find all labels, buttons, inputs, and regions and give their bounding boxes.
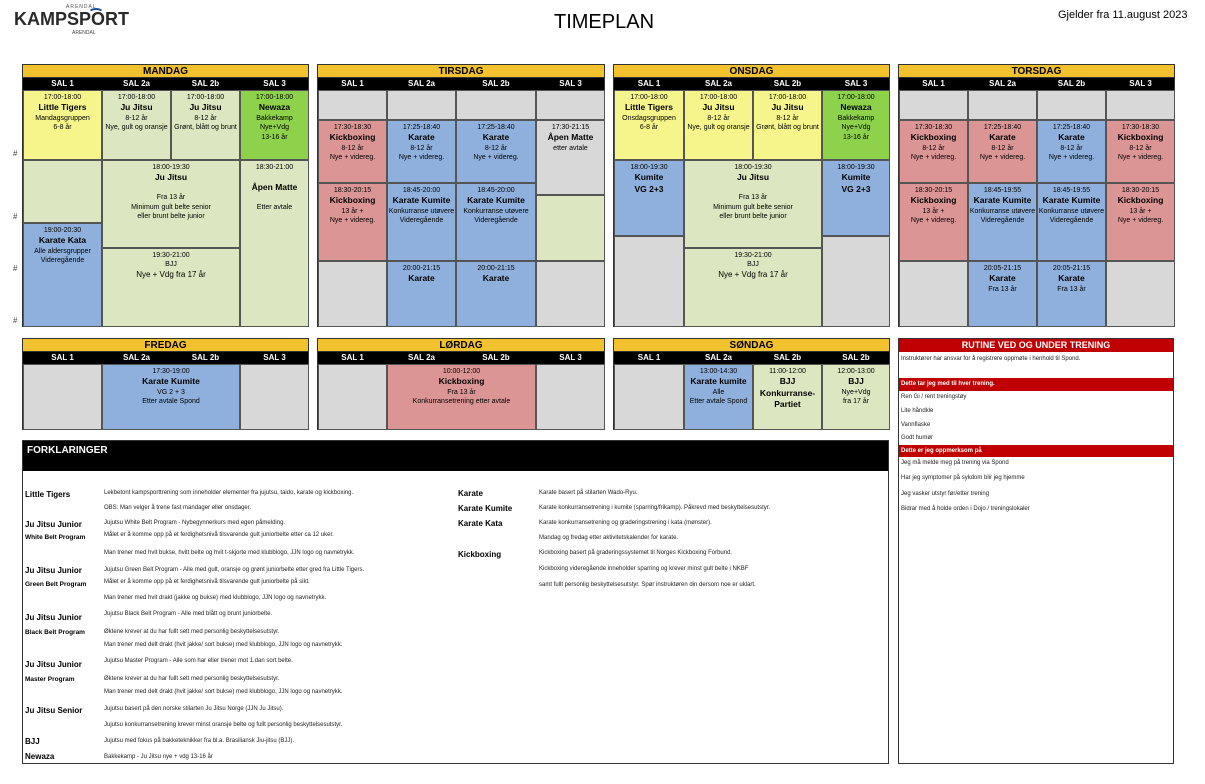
desc: Karate konkurransetrening i kumite (sparring/frikamp). Påkrevd med beskyttelsesutstyr. xyxy=(539,505,771,511)
day-tirsdag xyxy=(317,64,605,327)
class-cell[interactable]: 17:00-18:00 Ju Jitsu 8-12 år Nye, gult og oransje xyxy=(102,90,171,160)
class-cell[interactable]: 18:00-19:30 Kumite VG 2+3 xyxy=(614,160,684,236)
desc: Øktene krever at du har fullt sett med personlig beskyttelsesutstyr. xyxy=(104,676,280,682)
desc: Man trener med hvit bukse, hvitt belte og hvit t-skjorte med klubblogo, JJN logo og navnetrykk. xyxy=(104,550,355,556)
empty-cell xyxy=(318,90,387,120)
sal-label: SAL 2a xyxy=(123,353,150,362)
term: Little Tigers xyxy=(25,490,71,499)
day-torsdag xyxy=(898,64,1175,327)
term: Karate xyxy=(458,489,483,498)
rutine-section: Dette tar jeg med til hver trening. xyxy=(899,378,1173,391)
empty-cell xyxy=(23,364,102,430)
logo: KAMPSPORT xyxy=(14,9,130,29)
class-cell[interactable]: 12:00-13:00 BJJ Nye+Vdg fra 17 år xyxy=(822,364,890,430)
sal-label: SAL 1 xyxy=(637,353,661,362)
rutine-item: Bidrar med å holde orden i Dojo / treningslokaler xyxy=(901,506,1030,512)
term: Karate Kumite xyxy=(458,504,513,513)
rutine-item: Jeg må melde meg på trening via Spond xyxy=(901,460,1009,466)
class-cell[interactable]: 18:30-20:15 Kickboxing 13 år + Nye + videreg. xyxy=(318,183,387,261)
day-fredag xyxy=(22,338,309,430)
sal-label: SAL 2a xyxy=(123,79,150,88)
empty-cell xyxy=(1037,90,1106,120)
empty-cell xyxy=(536,261,605,327)
desc: Jujutsu basert på den norske stilarten Ju Jitsu Norge (JJN Ju Jitsu). xyxy=(104,706,284,712)
desc: Kickboxing videregående inneholder sparring og krever minst gult belte i NKBF xyxy=(539,566,749,572)
day-title: FREDAG xyxy=(23,339,308,352)
desc: Jujutsu Green Belt Program - Alle med gult, oransje og grønt juniorbelte etter gred fra Little Tigers. xyxy=(104,567,365,573)
sal-label: SAL 3 xyxy=(1129,79,1152,88)
sal-header xyxy=(899,78,1174,90)
empty-cell xyxy=(899,90,968,120)
day-sondag xyxy=(613,338,890,430)
sal-label: SAL 1 xyxy=(341,353,364,362)
class-cell[interactable]: 17:00-18:00 Little Tigers Mandagsgruppen 6-8 år xyxy=(23,90,102,160)
day-title: TORSDAG xyxy=(899,65,1174,78)
sal-label: SAL 1 xyxy=(341,79,364,88)
term-sub: White Belt Program xyxy=(25,534,86,541)
class-cell[interactable]: 17:30-18:30 Kickboxing 8-12 år Nye + videreg. xyxy=(1106,120,1175,183)
rutine-panel xyxy=(898,338,1174,764)
class-cell[interactable]: 18:30-20:15 Kickboxing 13 år + Nye + videreg. xyxy=(899,183,968,261)
sal-label: SAL 2b xyxy=(191,353,220,362)
class-cell[interactable]: 19:30-21:00 BJJ Nye + Vdg fra 17 år xyxy=(684,248,822,327)
sal-header xyxy=(614,352,889,364)
class-cell[interactable]: 18:00-19:30 Ju Jitsu Fra 13 år Minimum gult belte senior eller brunt belte junior xyxy=(102,160,240,248)
empty-cell xyxy=(536,195,605,261)
class-cell[interactable]: 17:00-18:00 Ju Jitsu 8-12 år Nye, gult og oransje xyxy=(684,90,753,160)
class-cell[interactable]: 17:25-18:40 Karate 8-12 år Nye + videreg. xyxy=(1037,120,1106,183)
forklaringer-header: FORKLARINGER xyxy=(23,441,888,471)
desc: Målet er å komme opp på et ferdighetsnivå tilsvarende gult juniorbelte etter ca 12 uker. xyxy=(104,532,334,538)
class-cell[interactable]: 17:25-18:40 Karate 8-12 år Nye + videreg. xyxy=(387,120,456,183)
row-marker: # xyxy=(13,212,18,221)
desc: Karate konkurransetrening og graderingstrening i kata (mønster). xyxy=(539,520,712,526)
sal-label: SAL 2a xyxy=(989,79,1016,88)
empty-cell xyxy=(1106,261,1175,327)
sal-label: SAL 3 xyxy=(263,353,286,362)
page-title: TIMEPLAN xyxy=(554,11,655,33)
sal-label: SAL 2b xyxy=(1057,79,1086,88)
empty-cell xyxy=(23,160,102,223)
class-cell[interactable]: 17:30-19:00 Karate Kumite VG 2 + 3 Etter avtale Spond xyxy=(102,364,240,430)
logo-tagline: ARENDAL xyxy=(66,4,97,10)
desc: Lekbetont kampsporttrening som inneholder elementer fra jujutsu, taido, karate og kickboxing. xyxy=(104,490,354,496)
class-cell[interactable]: 17:00-18:00 Newaza Bakkekamp Nye+Vdg 13-16 år xyxy=(822,90,890,160)
term: Newaza xyxy=(25,752,55,761)
desc: Jujutsu Black Belt Program - Alle med blått og brunt juniorbelte. xyxy=(104,611,273,617)
class-cell[interactable]: 11:00-12:00 BJJ Konkurranse- Partiet xyxy=(753,364,822,430)
day-mandag xyxy=(22,64,309,327)
rutine-item: Vannflaske xyxy=(901,422,931,428)
sal-label: SAL 3 xyxy=(263,79,286,88)
desc: Man trener med delt drakt (hvit jakke/ sort bukse) med klubblogo, JJN logo og navnetrykk. xyxy=(104,642,343,648)
sal-label: SAL 2a xyxy=(408,79,435,88)
empty-cell xyxy=(1106,90,1175,120)
desc: Jujutsu konkurransetrening krever minst oransje belte og fullt personlig beskyttelsesutstyr. xyxy=(104,722,343,728)
sal-label: SAL 2b xyxy=(773,353,802,362)
class-cell[interactable]: 18:30-21:00 Åpen Matte Etter avtale xyxy=(240,160,309,327)
sal-label: SAL 2a xyxy=(705,353,732,362)
empty-cell xyxy=(899,261,968,327)
rutine-header: RUTINE VED OG UNDER TRENING xyxy=(899,339,1173,352)
logo-subtitle: ARENDAL xyxy=(72,30,96,36)
empty-cell xyxy=(318,364,387,430)
class-cell[interactable]: 13:00-14:30 Karate kumite Alle Etter avtale Spond xyxy=(684,364,753,430)
empty-cell xyxy=(387,90,456,120)
forklaringer-panel xyxy=(22,440,889,764)
class-cell[interactable]: 17:25-18:40 Karate 8-12 år Nye + videreg. xyxy=(968,120,1037,183)
rutine-intro: Instruktører har ansvar for å registrere oppmøte i henhold til Spond. xyxy=(901,356,1081,362)
sal-header xyxy=(23,78,308,90)
class-cell[interactable]: 18:45-20:00 Karate Kumite Konkurranse utøvere Videregående xyxy=(456,183,536,261)
day-title: ONSDAG xyxy=(614,65,889,78)
desc: Jujutsu Master Program - Alle som har eller trener mot 1.dan sort belte. xyxy=(104,658,293,664)
sal-header xyxy=(318,352,604,364)
sal-label: SAL 2a xyxy=(705,79,732,88)
sal-label: SAL 3 xyxy=(559,353,582,362)
class-cell[interactable]: 17:30-18:30 Kickboxing 8-12 år Nye + videreg. xyxy=(318,120,387,183)
day-onsdag xyxy=(613,64,890,327)
empty-cell xyxy=(536,364,605,430)
desc: Jujutsu med fokus på bakketeknikker fra bl.a. Brasiliansk Jiu-jitsu (BJJ). xyxy=(104,738,295,744)
sal-label: SAL 2b xyxy=(773,79,802,88)
term-sub: Master Program xyxy=(25,676,75,683)
sal-label: SAL 2b xyxy=(482,79,510,88)
term: Ju Jitsu Junior xyxy=(25,566,82,575)
class-cell[interactable]: 20:05-21:15 Karate Fra 13 år xyxy=(968,261,1037,327)
class-cell[interactable]: 18:30-20:15 Kickboxing 13 år + Nye + videreg. xyxy=(1106,183,1175,261)
class-cell[interactable]: 17:25-18:40 Karate 8-12 år Nye + videreg. xyxy=(456,120,536,183)
term: Ju Jitsu Senior xyxy=(25,706,83,715)
class-cell[interactable]: 17:30-21:15 Åpen Matte etter avtale xyxy=(536,120,605,195)
empty-cell xyxy=(614,236,684,327)
empty-cell xyxy=(536,90,605,120)
sal-label: SAL 2b xyxy=(191,79,220,88)
sal-label: SAL 1 xyxy=(922,79,945,88)
empty-cell xyxy=(456,90,536,120)
day-title: MANDAG xyxy=(23,65,308,78)
desc: samt fullt personlig beskyttelsesutstyr. Spør instruktøren din dersom noe er uklart. xyxy=(539,582,756,588)
class-cell[interactable]: 17:00-18:00 Little Tigers Onsdagsgruppen 6-8 år xyxy=(614,90,684,160)
class-cell[interactable]: 18:45-19:55 Karate Kumite Konkurranse utøvere Videregående xyxy=(968,183,1037,261)
rutine-section: Dette er jeg oppmerksom på xyxy=(899,445,1173,457)
sal-header xyxy=(23,352,308,364)
empty-cell xyxy=(240,364,309,430)
class-cell[interactable]: 18:45-19:55 Karate Kumite Konkurranse utøvere Videregående xyxy=(1037,183,1106,261)
desc: Man trener med hvit drakt (jakke og bukse) med klubblogo, JJN logo og navnetrykk. xyxy=(104,595,327,601)
rutine-item: Ren Gi / rent treningstøy xyxy=(901,394,967,400)
day-title: SØNDAG xyxy=(614,339,889,352)
desc: Jujutsu White Belt Program - Nybegynnerkurs med egen påmelding. xyxy=(104,520,286,526)
class-cell[interactable]: 19:00-20:30 Karate Kata Alle aldersgrupper Videregående xyxy=(23,223,102,327)
sal-label: SAL 2b xyxy=(482,353,510,362)
sal-header xyxy=(318,78,604,90)
rutine-item: Jeg vasker utstyr før/etter trening xyxy=(901,491,990,497)
term: Karate Kata xyxy=(458,519,503,528)
day-title: TIRSDAG xyxy=(318,65,604,78)
desc: Karate basert på stilarten Wado-Ryu. xyxy=(539,490,638,496)
sal-label: SAL 2b xyxy=(842,353,870,362)
row-marker: # xyxy=(13,316,18,325)
class-cell[interactable]: 18:00-19:30 Ju Jitsu Fra 13 år Minimum gult belte senior eller brunt belte junior xyxy=(684,160,822,248)
empty-cell xyxy=(614,364,684,430)
empty-cell xyxy=(968,90,1037,120)
term-sub: Black Belt Program xyxy=(25,629,85,636)
sal-label: SAL 1 xyxy=(51,79,74,88)
term-sub: Green Belt Program xyxy=(25,581,87,588)
rutine-item: Lite håndkle xyxy=(901,408,934,414)
class-cell[interactable]: 17:00-18:00 Newaza Bakkekamp Nye+Vdg 13-16 år xyxy=(240,90,309,160)
sal-label: SAL 1 xyxy=(637,79,661,88)
empty-cell xyxy=(822,236,890,327)
class-cell[interactable]: 18:45-20:00 Karate Kumite Konkurranse utøvere Videregående xyxy=(387,183,456,261)
desc: Målet er å komme opp på et ferdighetsnivå tilsvarende gult juniorbelte på sikt. xyxy=(104,579,310,585)
rutine-item: Har jeg symptomer på sykdom blir jeg hjemme xyxy=(901,475,1025,481)
class-cell[interactable]: 20:00-21:15 Karate xyxy=(456,261,536,327)
class-cell[interactable]: 17:00-18:00 Ju Jitsu 8-12 år Grønt, blått og brunt xyxy=(171,90,240,160)
valid-from: Gjelder fra 11.august 2023 xyxy=(1058,9,1188,21)
desc: Bakkekamp - Ju Jitsu nye + vdg 13-16 år xyxy=(104,754,213,760)
rutine-item: Godt humør xyxy=(901,435,934,441)
class-cell[interactable]: 20:05-21:15 Karate Fra 13 år xyxy=(1037,261,1106,327)
row-marker: # xyxy=(13,264,18,273)
sal-header xyxy=(614,78,889,90)
day-lordag xyxy=(317,338,605,430)
sal-label: SAL 2a xyxy=(408,353,435,362)
class-cell[interactable]: 19:30-21:00 BJJ Nye + Vdg fra 17 år xyxy=(102,248,240,327)
term: Ju Jitsu Junior xyxy=(25,660,82,669)
term: Ju Jitsu Junior xyxy=(25,613,82,622)
desc: OBS: Man velger å trene fast mandager eller onsdager. xyxy=(104,505,252,511)
desc: Mandag og fredag etter aktivitetskalender for karate. xyxy=(539,535,679,541)
desc: Øktene krever at du har fullt sett med personlig beskyttelsesutstyr. xyxy=(104,629,280,635)
class-cell[interactable]: 10:00-12:00 Kickboxing Fra 13 år Konkurransetrening etter avtale xyxy=(387,364,536,430)
sal-label: SAL 3 xyxy=(559,79,582,88)
term: Kickboxing xyxy=(458,550,502,559)
class-cell[interactable]: 20:00-21:15 Karate xyxy=(387,261,456,327)
empty-cell xyxy=(318,261,387,327)
term: Ju Jitsu Junior xyxy=(25,520,82,529)
day-title: LØRDAG xyxy=(318,339,604,352)
class-cell[interactable]: 17:00-18:00 Ju Jitsu 8-12 år Grønt, blått og brunt xyxy=(753,90,822,160)
desc: Kickboxing basert på graderingssystemet til Norges Kickboxing Forbund. xyxy=(539,550,733,556)
class-cell[interactable]: 18:00-19:30 Kumite VG 2+3 xyxy=(822,160,890,236)
class-cell[interactable]: 17:30-18:30 Kickboxing 8-12 år Nye + videreg. xyxy=(899,120,968,183)
term: BJJ xyxy=(25,737,40,746)
desc: Man trener med delt drakt (hvit jakke/ sort bukse) med klubblogo, JJN logo og navnetrykk. xyxy=(104,689,343,695)
sal-label: SAL 1 xyxy=(51,353,74,362)
logo-swoosh-icon xyxy=(88,8,104,18)
sal-label: SAL 3 xyxy=(844,79,868,88)
row-marker: # xyxy=(13,149,18,158)
